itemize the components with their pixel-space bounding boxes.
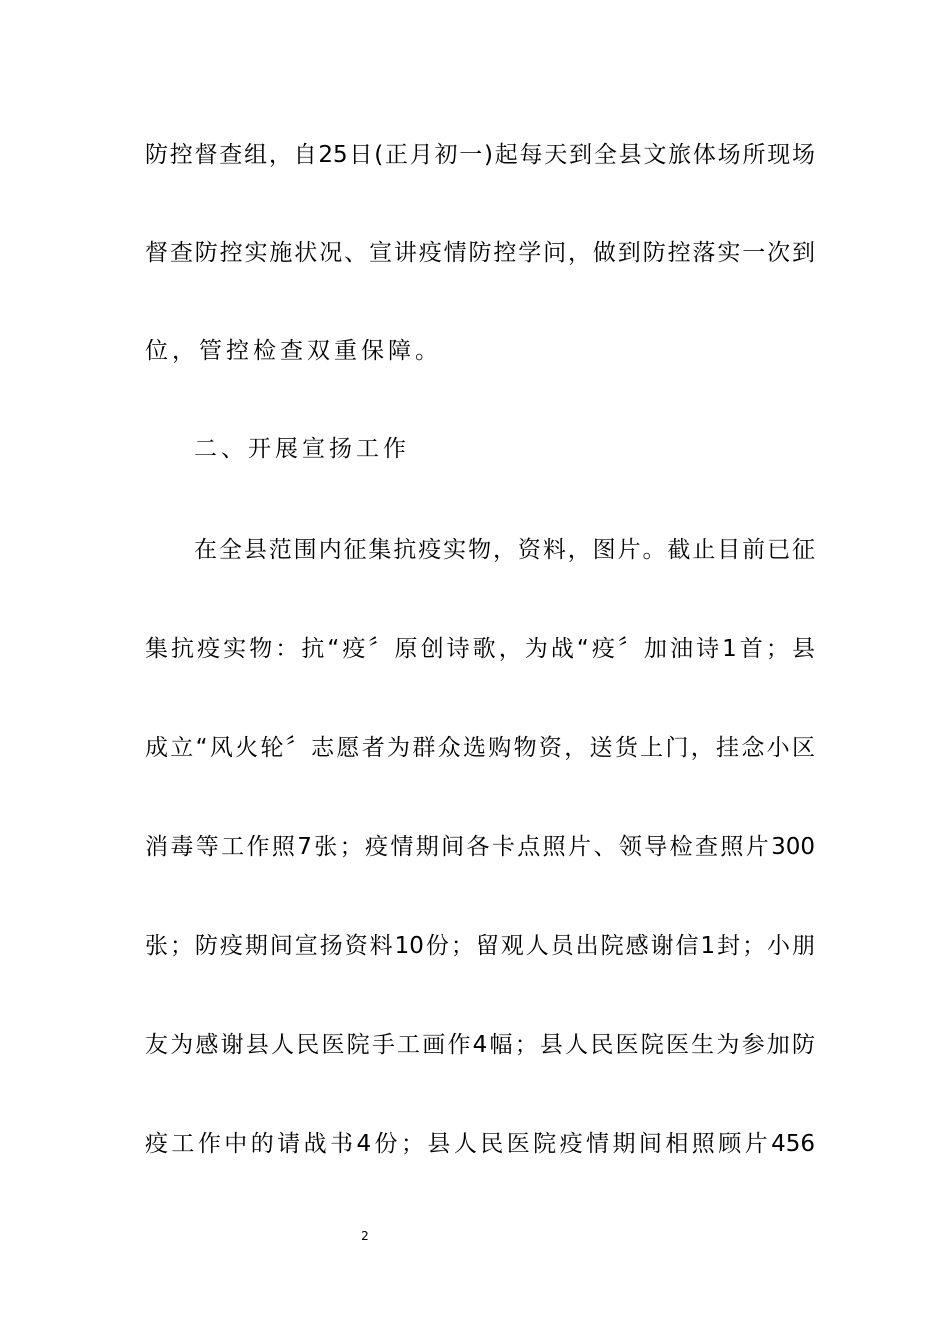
body-text-line: 位，管控检查双重保障。 xyxy=(145,338,442,364)
page-number: 2 xyxy=(361,1229,369,1243)
body-text-line: 成立“风火轮〞志愿者为群众选购物资，送货上门，挂念小区 xyxy=(145,735,815,761)
body-text-line: 消毒等工作照7张；疫情期间各卡点照片、领导检查照片300 xyxy=(145,834,815,860)
section-heading: 二、开展宣扬工作 xyxy=(194,436,410,462)
body-text-line: 督查防控实施状况、宣讲疫情防控学问，做到防控落实一次到 xyxy=(145,240,815,266)
body-text-line: 张；防疫期间宣扬资料10份；留观人员出院感谢信1封；小朋 xyxy=(145,933,815,959)
body-text-line: 疫工作中的请战书4份；县人民医院疫情期间相照顾片456 xyxy=(145,1131,815,1157)
body-text-line: 集抗疫实物：抗“疫〞原创诗歌，为战“疫〞加油诗1首；县 xyxy=(145,636,815,662)
body-text-line: 防控督查组，自25日(正月初一)起每天到全县文旅体场所现场 xyxy=(145,142,815,168)
body-text-line: 在全县范围内征集抗疫实物，资料，图片。截止目前已征 xyxy=(194,537,815,563)
body-text-line: 友为感谢县人民医院手工画作4幅；县人民医院医生为参加防 xyxy=(145,1032,815,1058)
